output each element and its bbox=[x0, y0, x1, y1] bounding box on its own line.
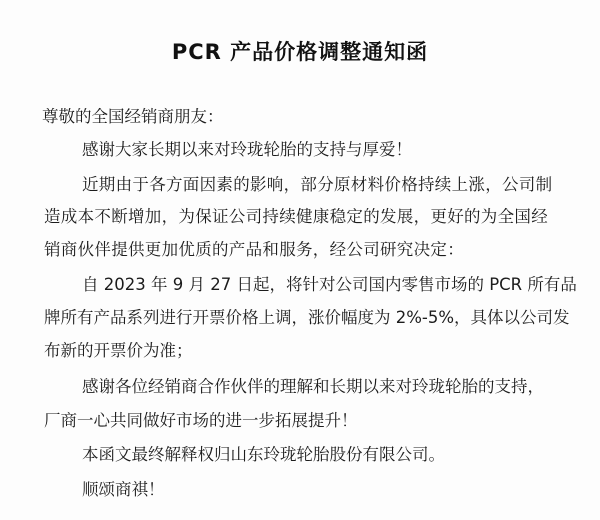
body-line-reason-2: 造成本不断增加，为保证公司持续健康稳定的发展，更好的为全国经 bbox=[44, 207, 548, 226]
body-line-decision-2: 牌所有产品系列进行开票价格上调，涨价幅度为 2%-5%，具体以公司发 bbox=[44, 308, 570, 327]
body-line-gratitude-2: 厂商一心共同做好市场的进一步拓展提升！ bbox=[44, 411, 358, 430]
greeting-line: 尊敬的全国经销商朋友： bbox=[42, 107, 224, 126]
body-line-disclaimer: 本函文最终解释权归山东玲珑轮胎股份有限公司。 bbox=[82, 445, 445, 464]
body-line-reason-3: 销商伙伴提供更加优质的产品和服务，经公司研究决定： bbox=[44, 240, 464, 259]
body-line-decision-1: 自 2023 年 9 月 27 日起，将针对公司国内零售市场的 PCR 所有品 bbox=[82, 275, 577, 294]
body-line-reason-1: 近期由于各方面因素的影响，部分原材料价格持续上涨，公司制 bbox=[82, 175, 553, 194]
document-title: PCR 产品价格调整通知函 bbox=[171, 40, 429, 64]
body-line-thanks: 感谢大家长期以来对玲珑轮胎的支持与厚爱！ bbox=[82, 140, 412, 159]
body-line-gratitude-1: 感谢各位经销商合作伙伴的理解和长期以来对玲珑轮胎的支持， bbox=[82, 377, 544, 396]
body-line-decision-3: 布新的开票价为准； bbox=[44, 341, 193, 360]
closing-line: 顺颂商祺！ bbox=[82, 480, 165, 499]
